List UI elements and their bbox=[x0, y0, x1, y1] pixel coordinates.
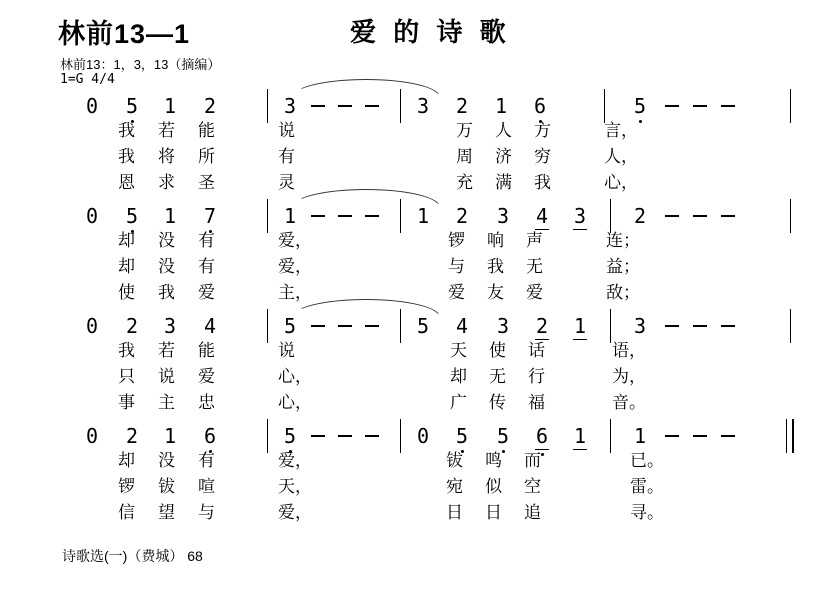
eighth-underline bbox=[573, 229, 587, 230]
lyric-syllable: 与 bbox=[448, 257, 465, 276]
lyric-syllable: 无 bbox=[489, 367, 506, 386]
lyric-syllable: 心， bbox=[278, 393, 312, 412]
lyric-syllable: 鸣 bbox=[485, 451, 502, 470]
note-5: 5 bbox=[126, 96, 138, 117]
lyric-syllable: 说 bbox=[278, 121, 295, 140]
lyric-syllable: 寻。 bbox=[630, 503, 664, 522]
note-3: 3 bbox=[416, 94, 430, 118]
lyric-syllable: 天 bbox=[450, 341, 467, 360]
duration-dash bbox=[365, 105, 379, 107]
lyric-syllable: 主， bbox=[278, 283, 312, 302]
lyric-syllable: 音。 bbox=[612, 393, 646, 412]
lyric-syllable: 说 bbox=[158, 367, 175, 386]
note-1: 1 bbox=[163, 424, 177, 448]
note-3: 3 bbox=[283, 94, 297, 118]
lyric-syllable: 方 bbox=[534, 121, 551, 140]
lyric-syllable: 爱 bbox=[198, 283, 215, 302]
lyric-syllable: 求 bbox=[158, 173, 175, 192]
lyric-syllable: 将 bbox=[158, 147, 175, 166]
lyric-syllable: 爱， bbox=[278, 503, 312, 522]
low-octave-dot bbox=[639, 120, 642, 123]
lyric-syllable: 忠 bbox=[198, 393, 215, 412]
duration-dash bbox=[693, 215, 707, 217]
lyric-syllable: 我 bbox=[487, 257, 504, 276]
barline bbox=[790, 199, 791, 233]
lyric-syllable: 连； bbox=[606, 231, 640, 250]
note-1: 1 bbox=[494, 94, 508, 118]
scripture-subtitle: 林前13：1，3，13（摘编） bbox=[60, 57, 221, 72]
scripture-title: 林前13—1 bbox=[58, 19, 191, 49]
lyric-syllable: 爱， bbox=[278, 451, 312, 470]
lyric-syllable: 我 bbox=[534, 173, 551, 192]
lyric-syllable: 能 bbox=[198, 341, 215, 360]
lyric-syllable: 钹 bbox=[158, 477, 175, 496]
note-5: 5 bbox=[497, 426, 509, 447]
barline bbox=[267, 419, 268, 453]
lyric-syllable: 友 bbox=[487, 283, 504, 302]
lyric-syllable: 有 bbox=[198, 231, 215, 250]
note-3: 3 bbox=[573, 204, 587, 228]
lyric-syllable: 钹 bbox=[446, 451, 463, 470]
duration-dash bbox=[311, 325, 325, 327]
note-2: 2 bbox=[125, 314, 139, 338]
lyric-syllable: 望 bbox=[158, 503, 175, 522]
lyric-syllable: 只 bbox=[118, 367, 135, 386]
note-1: 1 bbox=[573, 424, 587, 448]
barline bbox=[400, 89, 401, 123]
note-5: 5 bbox=[456, 426, 468, 447]
note-0: 0 bbox=[416, 424, 430, 448]
lyric-syllable: 没 bbox=[158, 451, 175, 470]
lyric-syllable: 没 bbox=[158, 257, 175, 276]
duration-dash bbox=[338, 215, 352, 217]
lyric-syllable: 我 bbox=[118, 147, 135, 166]
final-barline bbox=[786, 419, 794, 453]
duration-dash bbox=[721, 105, 735, 107]
note-4: 4 bbox=[535, 204, 549, 228]
lyric-syllable: 锣 bbox=[448, 231, 465, 250]
lyric-syllable: 似 bbox=[485, 477, 502, 496]
eighth-underline bbox=[535, 229, 549, 230]
duration-dash bbox=[721, 215, 735, 217]
lyric-syllable: 事 bbox=[118, 393, 135, 412]
duration-dash bbox=[721, 325, 735, 327]
lyric-syllable: 敌； bbox=[606, 283, 640, 302]
note-1: 1 bbox=[163, 94, 177, 118]
note-6: 6 bbox=[536, 426, 548, 447]
barline bbox=[267, 309, 268, 343]
lyric-syllable: 能 bbox=[198, 121, 215, 140]
low-octave-dot bbox=[541, 453, 544, 456]
lyric-syllable: 信 bbox=[118, 503, 135, 522]
note-5: 5 bbox=[126, 206, 138, 227]
note-0: 0 bbox=[85, 314, 99, 338]
lyric-syllable: 行 bbox=[528, 367, 545, 386]
note-5: 5 bbox=[283, 314, 297, 338]
note-3: 3 bbox=[496, 204, 510, 228]
note-1: 1 bbox=[573, 314, 587, 338]
duration-dash bbox=[721, 435, 735, 437]
lyric-syllable: 若 bbox=[158, 121, 175, 140]
note-3: 3 bbox=[163, 314, 177, 338]
footer-source: 诗歌选(一)（费城） 68 bbox=[62, 548, 203, 564]
lyric-syllable: 灵 bbox=[278, 173, 295, 192]
music-system bbox=[0, 426, 825, 536]
note-1: 1 bbox=[633, 424, 647, 448]
duration-dash bbox=[665, 325, 679, 327]
duration-dash bbox=[693, 325, 707, 327]
duration-dash bbox=[365, 215, 379, 217]
lyric-syllable: 使 bbox=[118, 283, 135, 302]
music-system bbox=[0, 206, 825, 316]
lyric-syllable: 追 bbox=[524, 503, 541, 522]
lyric-syllable: 话 bbox=[528, 341, 545, 360]
lyric-syllable: 与 bbox=[198, 503, 215, 522]
music-system bbox=[0, 316, 825, 426]
lyric-syllable: 宛 bbox=[446, 477, 463, 496]
duration-dash bbox=[665, 105, 679, 107]
lyric-syllable: 有 bbox=[278, 147, 295, 166]
lyric-syllable: 所 bbox=[198, 147, 215, 166]
lyric-syllable: 声 bbox=[526, 231, 543, 250]
lyric-syllable: 恩 bbox=[118, 173, 135, 192]
lyric-syllable: 我 bbox=[118, 121, 135, 140]
lyric-syllable: 却 bbox=[118, 231, 135, 250]
lyric-syllable: 却 bbox=[450, 367, 467, 386]
lyric-syllable: 爱 bbox=[198, 367, 215, 386]
eighth-underline bbox=[573, 449, 587, 450]
note-0: 0 bbox=[85, 94, 99, 118]
note-4: 4 bbox=[203, 314, 217, 338]
lyric-syllable: 万 bbox=[456, 121, 473, 140]
lyric-syllable: 爱 bbox=[448, 283, 465, 302]
lyric-syllable: 充 bbox=[456, 173, 473, 192]
barline bbox=[610, 309, 611, 343]
duration-dash bbox=[338, 435, 352, 437]
note-2: 2 bbox=[125, 424, 139, 448]
page-title: 爱 的 诗 歌 bbox=[350, 17, 511, 47]
note-2: 2 bbox=[535, 314, 549, 338]
barline bbox=[604, 89, 605, 123]
lyric-syllable: 满 bbox=[495, 173, 512, 192]
lyric-syllable: 若 bbox=[158, 341, 175, 360]
lyric-syllable: 无 bbox=[526, 257, 543, 276]
note-2: 2 bbox=[203, 94, 217, 118]
barline bbox=[267, 199, 268, 233]
lyric-syllable: 锣 bbox=[118, 477, 135, 496]
barline bbox=[790, 89, 791, 123]
lyric-syllable: 爱， bbox=[278, 257, 312, 276]
duration-dash bbox=[365, 435, 379, 437]
note-5: 5 bbox=[416, 314, 430, 338]
duration-dash bbox=[311, 105, 325, 107]
barline bbox=[400, 199, 401, 233]
eighth-underline bbox=[535, 449, 549, 450]
lyric-syllable: 心， bbox=[278, 367, 312, 386]
barline bbox=[400, 309, 401, 343]
lyric-syllable: 已。 bbox=[630, 451, 664, 470]
lyric-syllable: 说 bbox=[278, 341, 295, 360]
barline bbox=[610, 199, 611, 233]
lyric-syllable: 日 bbox=[446, 503, 463, 522]
lyric-syllable: 爱 bbox=[526, 283, 543, 302]
lyric-syllable: 爱， bbox=[278, 231, 312, 250]
lyric-syllable: 穷 bbox=[534, 147, 551, 166]
duration-dash bbox=[693, 105, 707, 107]
note-1: 1 bbox=[416, 204, 430, 228]
lyric-syllable: 人， bbox=[604, 147, 638, 166]
lyric-syllable: 福 bbox=[528, 393, 545, 412]
lyric-syllable: 我 bbox=[158, 283, 175, 302]
barline bbox=[267, 89, 268, 123]
note-2: 2 bbox=[633, 204, 647, 228]
lyric-syllable: 日 bbox=[485, 503, 502, 522]
note-0: 0 bbox=[85, 204, 99, 228]
key-time-signature: 1=G 4/4 bbox=[60, 72, 115, 87]
lyric-syllable: 济 bbox=[495, 147, 512, 166]
eighth-underline bbox=[535, 339, 549, 340]
lyric-syllable: 语， bbox=[612, 341, 646, 360]
duration-dash bbox=[665, 435, 679, 437]
lyric-syllable: 喧 bbox=[198, 477, 215, 496]
lyric-syllable: 人 bbox=[495, 121, 512, 140]
lyric-syllable: 我 bbox=[118, 341, 135, 360]
note-7: 7 bbox=[204, 206, 216, 227]
duration-dash bbox=[338, 105, 352, 107]
duration-dash bbox=[311, 435, 325, 437]
note-2: 2 bbox=[455, 94, 469, 118]
duration-dash bbox=[665, 215, 679, 217]
lyric-syllable: 却 bbox=[118, 451, 135, 470]
duration-dash bbox=[693, 435, 707, 437]
note-6: 6 bbox=[534, 96, 546, 117]
lyric-syllable: 周 bbox=[456, 147, 473, 166]
music-system bbox=[0, 96, 825, 206]
lyric-syllable: 雷。 bbox=[630, 477, 664, 496]
duration-dash bbox=[338, 325, 352, 327]
lyric-syllable: 有 bbox=[198, 257, 215, 276]
note-5: 5 bbox=[284, 426, 296, 447]
lyric-syllable: 却 bbox=[118, 257, 135, 276]
lyric-syllable: 圣 bbox=[198, 173, 215, 192]
note-2: 2 bbox=[455, 204, 469, 228]
barline bbox=[610, 419, 611, 453]
note-0: 0 bbox=[85, 424, 99, 448]
low-octave-dot bbox=[502, 450, 505, 453]
duration-dash bbox=[365, 325, 379, 327]
lyric-syllable: 为， bbox=[612, 367, 646, 386]
lyric-syllable: 益； bbox=[606, 257, 640, 276]
lyric-syllable: 言， bbox=[604, 121, 638, 140]
barline bbox=[400, 419, 401, 453]
note-1: 1 bbox=[163, 204, 177, 228]
lyric-syllable: 使 bbox=[489, 341, 506, 360]
note-1: 1 bbox=[283, 204, 297, 228]
eighth-underline bbox=[573, 339, 587, 340]
lyric-syllable: 心， bbox=[604, 173, 638, 192]
lyric-syllable: 响 bbox=[487, 231, 504, 250]
note-3: 3 bbox=[633, 314, 647, 338]
lyric-syllable: 有 bbox=[198, 451, 215, 470]
lyric-syllable: 而 bbox=[524, 451, 541, 470]
lyric-syllable: 没 bbox=[158, 231, 175, 250]
lyric-syllable: 空 bbox=[524, 477, 541, 496]
note-6: 6 bbox=[204, 426, 216, 447]
note-5: 5 bbox=[634, 96, 646, 117]
note-3: 3 bbox=[496, 314, 510, 338]
lyric-syllable: 主 bbox=[158, 393, 175, 412]
lyric-syllable: 天， bbox=[278, 477, 312, 496]
barline bbox=[790, 309, 791, 343]
lyric-syllable: 广 bbox=[450, 393, 467, 412]
duration-dash bbox=[311, 215, 325, 217]
lyric-syllable: 传 bbox=[489, 393, 506, 412]
note-4: 4 bbox=[455, 314, 469, 338]
